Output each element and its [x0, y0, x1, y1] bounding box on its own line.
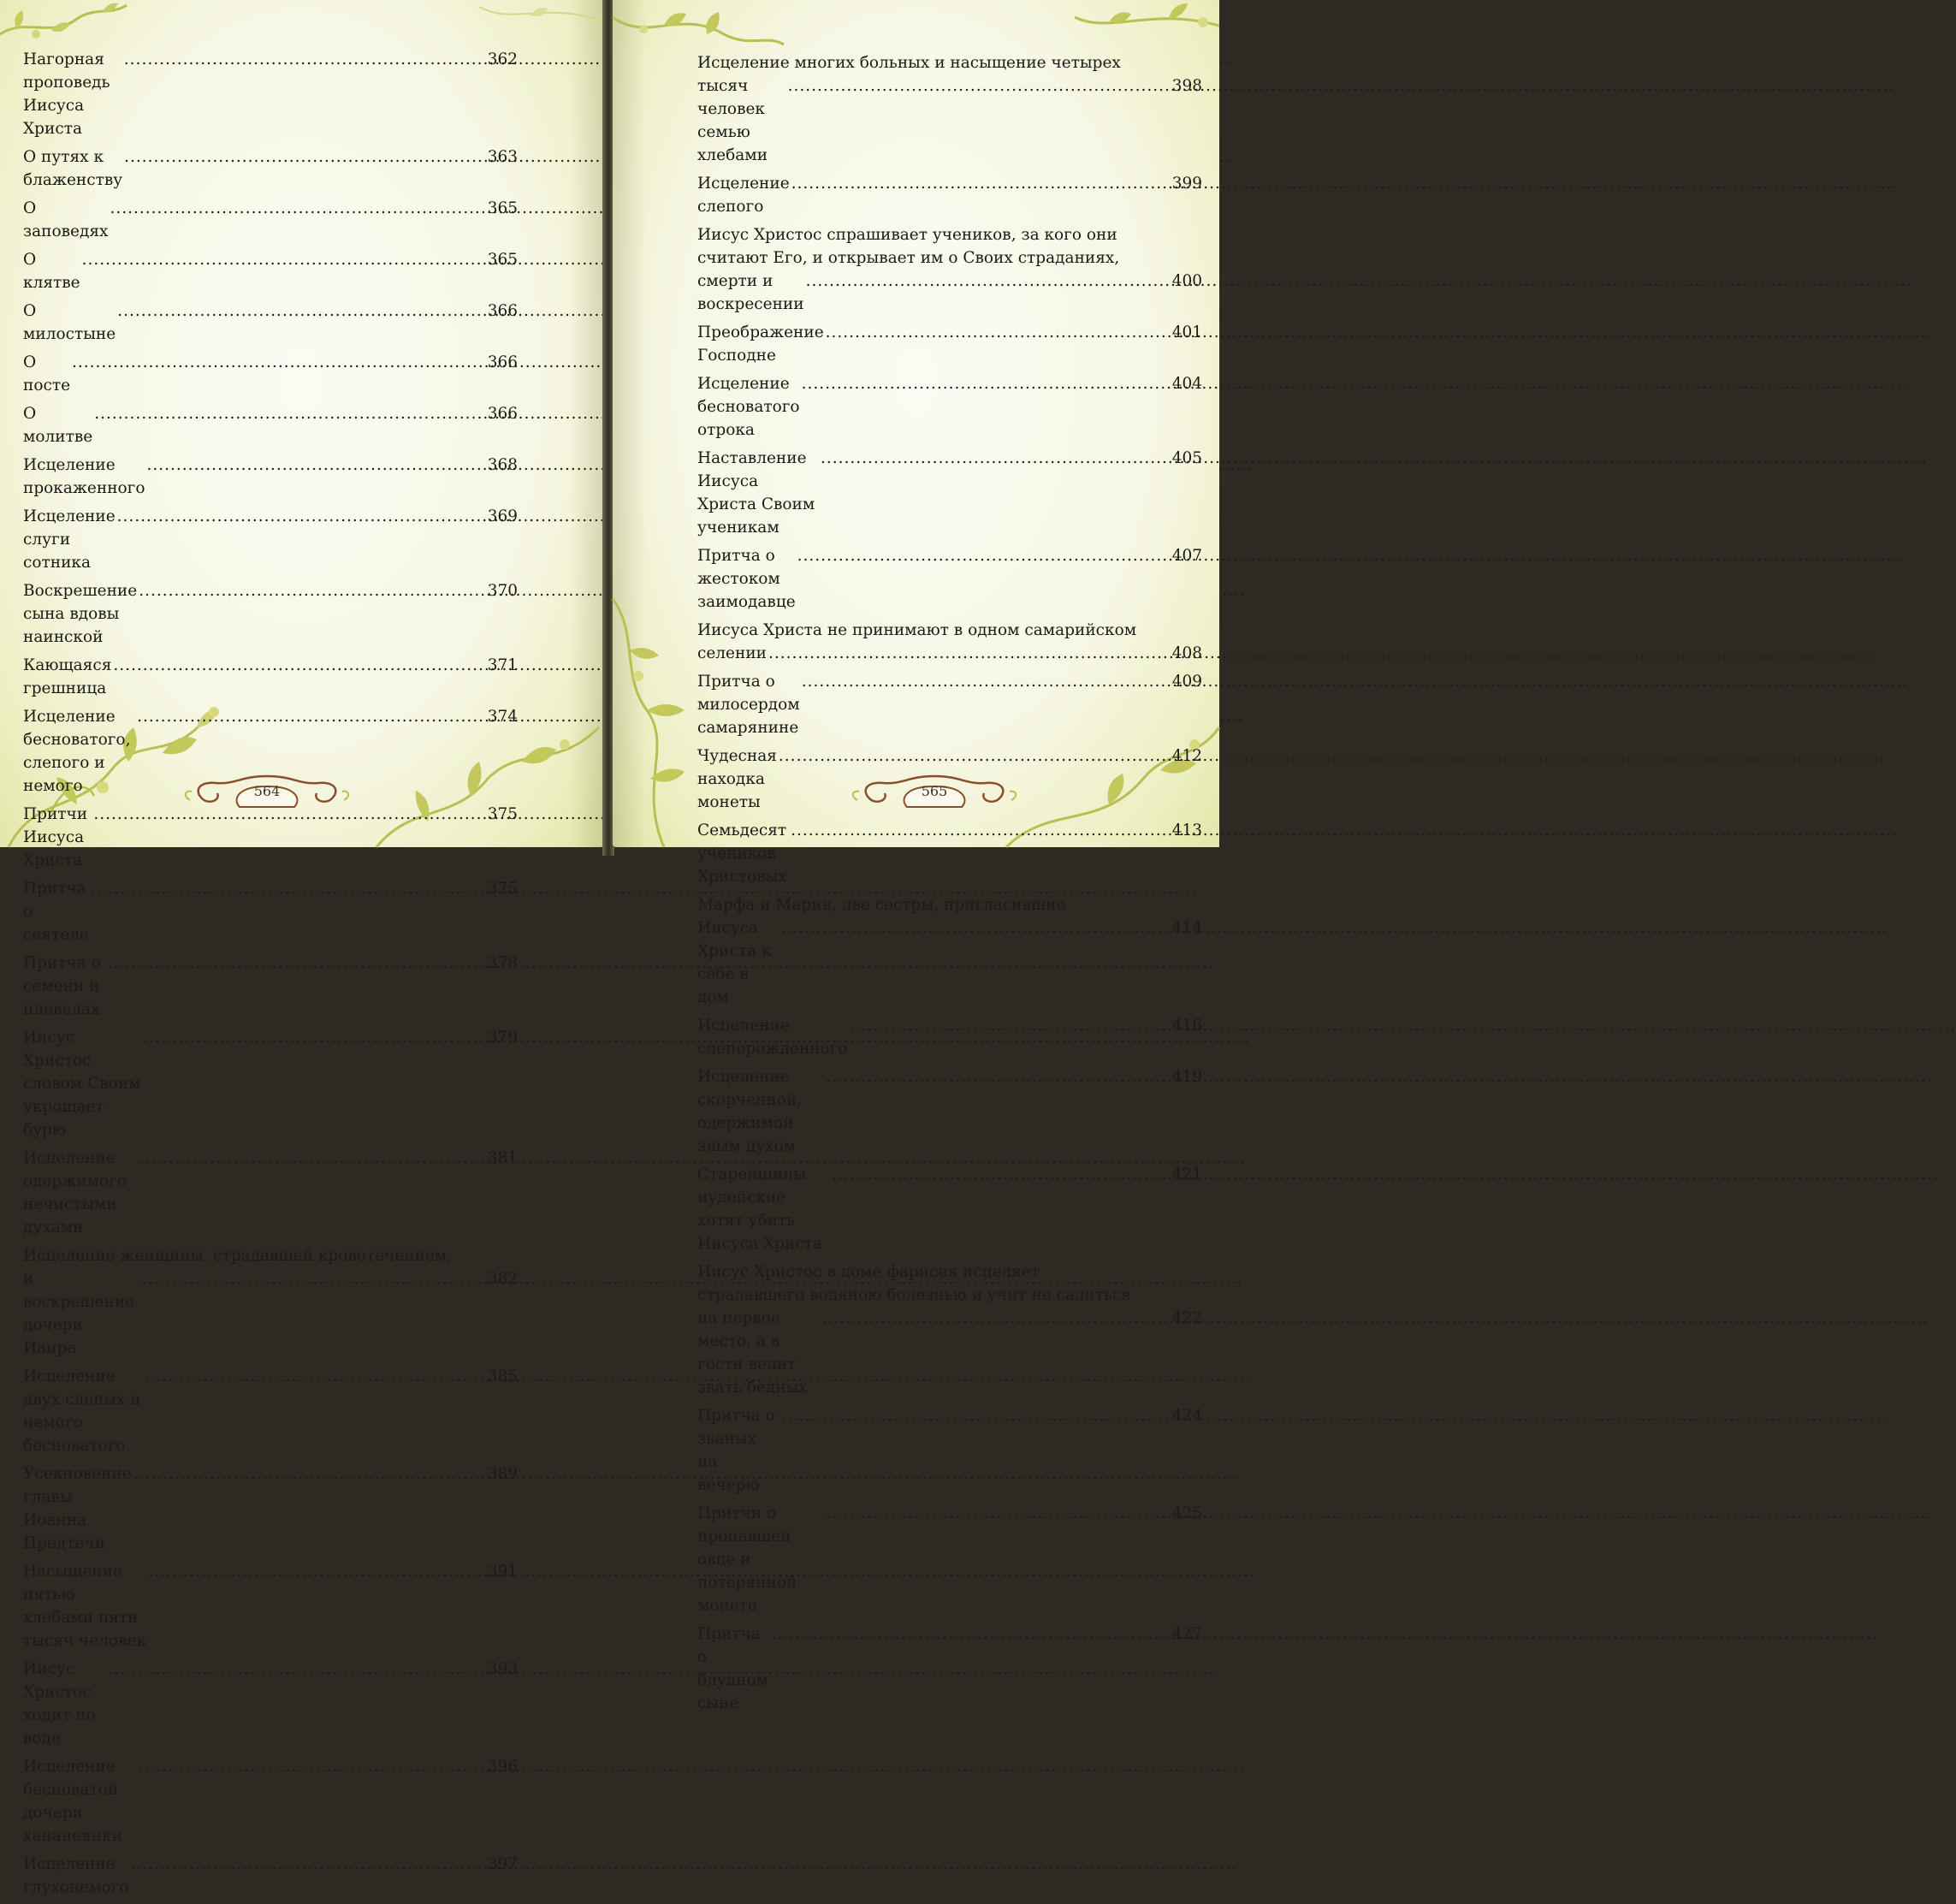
- toc-entry-title-line: Иисуса Христа к себе в дом: [697, 919, 772, 1006]
- toc-entry[interactable]: [697, 447, 1202, 539]
- toc-entry[interactable]: [23, 48, 518, 140]
- toc-entry-page: 412: [1171, 747, 1202, 765]
- toc-entry[interactable]: [23, 654, 518, 700]
- toc-entry-page: 398: [1171, 77, 1202, 95]
- toc-entry-title-line: селении: [697, 644, 768, 662]
- toc-entry-title: Чудесная находка монеты: [697, 747, 777, 811]
- toc-entry-title: Кающаяся грешница: [23, 656, 112, 697]
- toc-entry-title-line: считают Его, и открывает им о Своих страданиях,: [697, 249, 1120, 267]
- toc-entry-title: Исцеление бесноватой дочери хананеянки: [23, 1758, 122, 1845]
- toc-entry-title-line: Исцеление женщины, страдавшей кровотечением,: [23, 1247, 453, 1265]
- toc-entry[interactable]: [23, 300, 518, 346]
- toc-entry[interactable]: [697, 372, 1202, 442]
- folio-right: [849, 774, 1020, 810]
- toc-entry[interactable]: [23, 952, 518, 1021]
- toc-entry-page: 389: [487, 1465, 518, 1483]
- toc-entry-page: 363: [487, 148, 518, 166]
- toc-entry-page: 378: [487, 954, 518, 972]
- toc-entry[interactable]: [23, 1560, 518, 1652]
- toc-entry-page: 382: [487, 1270, 518, 1288]
- toc-entry-page: 385: [487, 1367, 518, 1385]
- toc-entry-title: Исцеление бесноватого отрока: [697, 375, 800, 439]
- toc-entry-page: 414: [1171, 919, 1202, 937]
- toc-entry[interactable]: [697, 223, 1202, 316]
- right-page: [613, 0, 1219, 1712]
- toc-entry-title: Притча о семени и плевелах: [23, 954, 101, 1018]
- toc-entry-title: Исцеление двух слепых и немого бесноватого: [23, 1367, 141, 1455]
- toc-entry-page: 374: [487, 708, 518, 726]
- toc-entry-title: Нагорная проповедь Иисуса Христа: [23, 50, 110, 138]
- toc-entry[interactable]: [23, 1462, 518, 1555]
- toc-entry[interactable]: [697, 1404, 1202, 1497]
- toc-entry-title: О милостыне: [23, 302, 116, 343]
- toc-entry[interactable]: [23, 248, 518, 294]
- toc-entry-page: 413: [1171, 822, 1202, 839]
- toc-entry[interactable]: [697, 1014, 1202, 1060]
- toc-entry-page: 370: [487, 582, 518, 600]
- toc-entry[interactable]: [23, 505, 518, 574]
- toc-entry-title: Исцеление скорченной, одержимой злым духом: [697, 1068, 803, 1155]
- toc-entry-page: 379: [487, 1029, 518, 1047]
- toc-entry[interactable]: [23, 1658, 518, 1750]
- toc-right: [697, 51, 1202, 1720]
- toc-entry-page: 401: [1171, 323, 1202, 341]
- toc-entry-title: О путях к блаженству: [23, 148, 123, 189]
- toc-entry-title: Притча о милосердом самарянине: [697, 673, 800, 737]
- toc-entry[interactable]: [697, 544, 1202, 614]
- toc-entry-page: 405: [1171, 449, 1202, 467]
- vine-ornament-top-left: [0, 0, 128, 51]
- toc-entry[interactable]: [23, 1026, 518, 1142]
- toc-entry-page: 391: [487, 1563, 518, 1581]
- toc-entry-title: Воскрешение сына вдовы наинской: [23, 582, 138, 646]
- vine-ornament-top-right: [1075, 0, 1219, 51]
- toc-entry-page: 368: [487, 456, 518, 474]
- toc-entry-page: 419: [1171, 1068, 1202, 1086]
- toc-entry-page: 416: [1171, 1017, 1202, 1035]
- folio-left: [181, 774, 353, 810]
- toc-entry-page: 366: [487, 353, 518, 371]
- toc-entry-page: 407: [1171, 547, 1202, 565]
- left-page: [0, 0, 604, 1896]
- toc-entry-page: 408: [1171, 644, 1202, 662]
- toc-entry-title-line: тысяч человек семью хлебами: [697, 77, 768, 164]
- toc-entry[interactable]: [697, 172, 1202, 218]
- toc-entry-title: О заповедях: [23, 199, 109, 240]
- toc-entry-page: 365: [487, 199, 518, 217]
- toc-entry-title: Притча о блудном сыне: [697, 1625, 769, 1712]
- toc-entry-page: 424: [1171, 1407, 1202, 1425]
- toc-entry[interactable]: [697, 1622, 1202, 1715]
- toc-entry-title-line: и воскрешение дочери Иаира: [23, 1270, 135, 1357]
- toc-entry[interactable]: [697, 1260, 1202, 1399]
- toc-entry[interactable]: [23, 1244, 518, 1360]
- toc-entry-page: 400: [1171, 272, 1202, 290]
- toc-entry[interactable]: [23, 579, 518, 649]
- toc-entry[interactable]: [23, 402, 518, 448]
- toc-entry-title: Притча о сеятеле: [23, 880, 89, 944]
- vine-ornament-left-gutter-right: [613, 582, 707, 847]
- toc-entry-page: 366: [487, 405, 518, 423]
- toc-entry[interactable]: [23, 351, 518, 397]
- toc-entry-title: Исцеление одержимого нечистыми духами: [23, 1149, 127, 1237]
- toc-entry[interactable]: [697, 670, 1202, 739]
- toc-entry-page: 397: [487, 1855, 518, 1873]
- vine-ornament-top-gutter: [479, 0, 604, 43]
- toc-entry[interactable]: [23, 145, 518, 192]
- toc-entry-page: 369: [487, 507, 518, 525]
- toc-entry[interactable]: [697, 1502, 1202, 1617]
- toc-entry-title: О клятве: [23, 251, 80, 292]
- toc-entry-page: 375: [487, 805, 518, 823]
- toc-entry-title: Исцеление слуги сотника: [23, 507, 116, 572]
- toc-entry-title: Притчи Иисуса Христа: [23, 805, 88, 869]
- toc-entry[interactable]: [697, 819, 1202, 888]
- toc-entry-page: 362: [487, 50, 518, 68]
- toc-entry-title-line: Иисуса Христа не принимают в одном самарийском: [697, 621, 1137, 639]
- toc-entry[interactable]: [23, 1853, 518, 1899]
- page-number: 565: [921, 783, 948, 799]
- toc-entry-title: Старейшины иудейские хотят убить Иисуса Христа: [697, 1166, 822, 1253]
- page-number: 564: [253, 783, 281, 799]
- toc-entry-title: Иисус Христос ходит по воде: [23, 1660, 96, 1747]
- toc-entry-page: 409: [1171, 673, 1202, 691]
- toc-entry-title: О посте: [23, 353, 71, 394]
- toc-entry-page: 427: [1171, 1625, 1202, 1643]
- toc-entry[interactable]: [697, 1163, 1202, 1255]
- toc-entry[interactable]: [23, 197, 518, 243]
- toc-entry-page: 365: [487, 251, 518, 269]
- toc-entry-page: 371: [487, 656, 518, 674]
- toc-entry-title: Преображение Господне: [697, 323, 824, 365]
- toc-entry-title: Исцеление слепого: [697, 175, 790, 216]
- toc-entry-title-line: на первое место, а в гости велит звать бедных: [697, 1309, 808, 1397]
- toc-left: [23, 48, 518, 1904]
- toc-entry-page: 396: [487, 1758, 518, 1776]
- toc-entry-title: Исцеление глухонемого: [23, 1855, 129, 1896]
- toc-entry-title-line: страдавшего водяною болезнью и учит не садиться: [697, 1286, 1132, 1304]
- toc-entry-page: 393: [487, 1660, 518, 1678]
- toc-entry-page: 375: [487, 880, 518, 898]
- toc-entry[interactable]: [23, 1147, 518, 1239]
- toc-entry-title: Исцеление слепорожденного: [697, 1017, 848, 1058]
- toc-entry-title: Исцеление прокаженного: [23, 456, 145, 497]
- toc-entry-title-line: Иисус Христос спрашивает учеников, за кого они: [697, 226, 1117, 244]
- toc-entry[interactable]: [697, 619, 1202, 665]
- toc-entry-title-line: Исцеление многих больных и насыщение четырех: [697, 54, 1121, 72]
- toc-entry[interactable]: [23, 1365, 518, 1457]
- toc-entry[interactable]: [697, 1065, 1202, 1158]
- toc-entry[interactable]: [697, 893, 1202, 1009]
- toc-entry-page: 381: [487, 1149, 518, 1167]
- toc-entry-page: 366: [487, 302, 518, 320]
- toc-entry-page: 404: [1171, 375, 1202, 393]
- toc-entry[interactable]: [23, 877, 518, 946]
- toc-entry-page: 422: [1171, 1309, 1202, 1327]
- toc-entry-page: 421: [1171, 1166, 1202, 1183]
- toc-entry[interactable]: [23, 803, 518, 872]
- toc-entry-title: Насыщение пятью хлебами пяти тысяч человек: [23, 1563, 147, 1650]
- toc-entry-title: Исцеление бесноватого, слепого и немого: [23, 708, 131, 795]
- toc-entry-title-line: Марфа и Мария, две сестры, пригласившие: [697, 896, 1066, 914]
- toc-entry-title: Притчи о пропавшей овце и потерянной монете: [697, 1504, 797, 1615]
- toc-entry[interactable]: [697, 321, 1202, 367]
- toc-entry-title: Притча о званых на вечерю: [697, 1407, 775, 1494]
- toc-entry[interactable]: [23, 1755, 518, 1848]
- toc-entry-title-line: Иисус Христос в доме фарисея исцеляет: [697, 1263, 1040, 1281]
- toc-entry-page: 399: [1171, 175, 1202, 193]
- toc-entry-title: Наставление Иисуса Христа Своим ученикам: [697, 449, 815, 537]
- toc-entry-title: Притча о жестоком заимодавце: [697, 547, 796, 611]
- toc-entry[interactable]: [697, 51, 1202, 167]
- toc-entry-title: Усекновение главы Иоанна Предтечи: [23, 1465, 132, 1552]
- toc-entry-page: 425: [1171, 1504, 1202, 1522]
- toc-entry-title-line: смерти и воскресении: [697, 272, 804, 313]
- toc-entry-title: Семьдесят учеников Христовых: [697, 822, 787, 886]
- toc-entry[interactable]: [23, 454, 518, 500]
- toc-entry-title: О молитве: [23, 405, 93, 446]
- toc-entry-title: Иисус Христос словом Своим укрощает бурю: [23, 1029, 141, 1139]
